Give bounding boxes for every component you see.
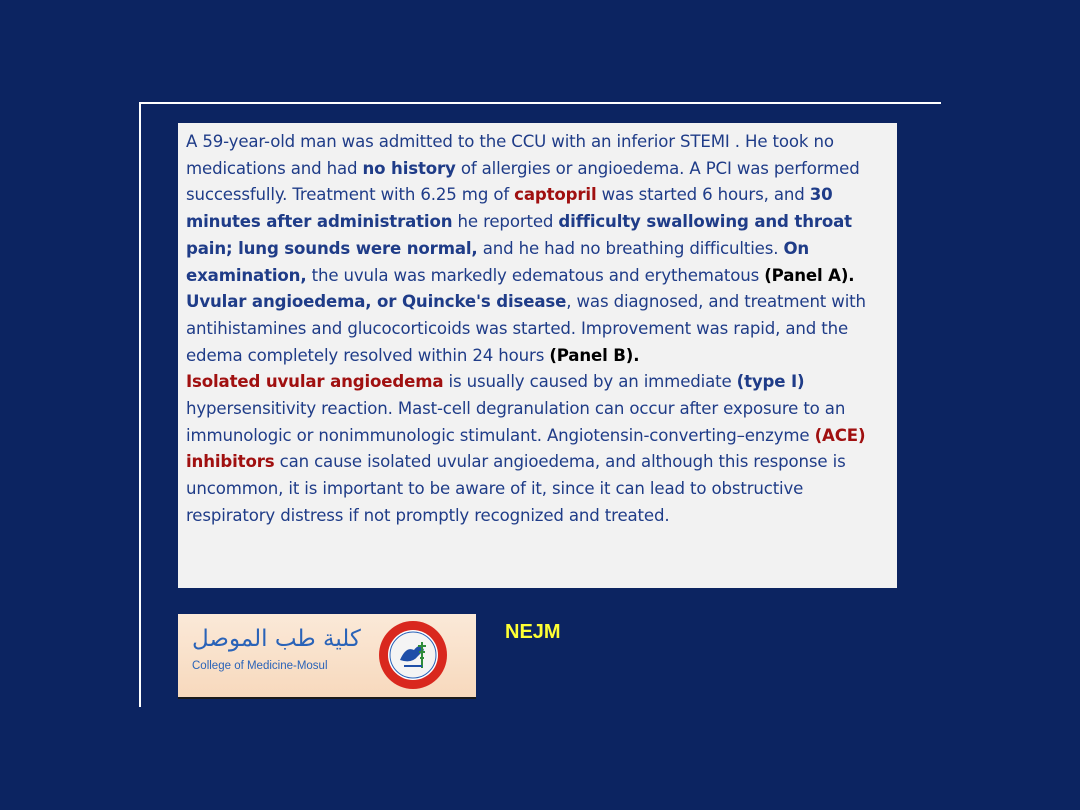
text-segment: (Panel B). (549, 345, 640, 365)
text-segment: Uvular angioedema, or Quincke's disease (186, 292, 567, 312)
text-segment: and he had no breathing difficulties. (477, 238, 784, 258)
text-segment: can cause isolated uvular angioedema, and although this response is uncommon, it is important to be aware of it, since it can lead to obstructive respiratory distress if not promptly recognized and treated. (186, 452, 846, 525)
text-segment: difficulty swallowing and throat pain; lung sounds were normal, (186, 212, 852, 258)
case-paragraph-1 (186, 129, 891, 369)
text-segment: On examination, (186, 238, 810, 285)
text-segment: hypersensitivity reaction. Mast-cell degranulation can occur after exposure to an immunologic or nonimmunologic stimulant. Angiotensin-converting–enzyme (186, 399, 846, 445)
frame-left-line (139, 102, 141, 707)
text-segment: of allergies or angioedema. A PCI was performed successfully. Treatment with 6.25 mg of (186, 158, 860, 205)
text-segment: 30 minutes after administration (186, 185, 833, 232)
college-logo (178, 614, 476, 697)
text-segment: Isolated uvular angioedema (186, 372, 444, 392)
college-seal-icon (378, 620, 448, 690)
case-paragraph-2 (186, 369, 891, 529)
logo-arabic-name: كلية طب الموصل (192, 626, 361, 652)
case-text-box (178, 123, 897, 588)
source-label: NEJM (505, 621, 561, 643)
text-segment: is usually caused by an immediate (443, 372, 737, 392)
text-segment: (ACE) inhibitors (186, 425, 866, 472)
text-segment: the uvula was markedly edematous and erythematous (306, 265, 765, 285)
text-segment: was started 6 hours, and (596, 185, 810, 205)
text-segment: , was diagnosed, and treatment with antihistamines and glucocorticoids was started. Improvement was rapid, and the edema completely resolved within 24 hours (186, 292, 866, 365)
text-segment: he reported (452, 212, 559, 232)
text-segment: (type I) (736, 372, 805, 392)
logo-english-name: College of Medicine-Mosul (192, 660, 328, 672)
text-segment: (Panel A). (764, 265, 855, 285)
text-segment: no history (362, 158, 456, 178)
text-segment: A 59-year-old man was admitted to the CCU with an inferior STEMI . He took no medications and had (186, 132, 834, 178)
text-segment: captopril (514, 185, 597, 205)
frame-top-line (139, 102, 941, 104)
